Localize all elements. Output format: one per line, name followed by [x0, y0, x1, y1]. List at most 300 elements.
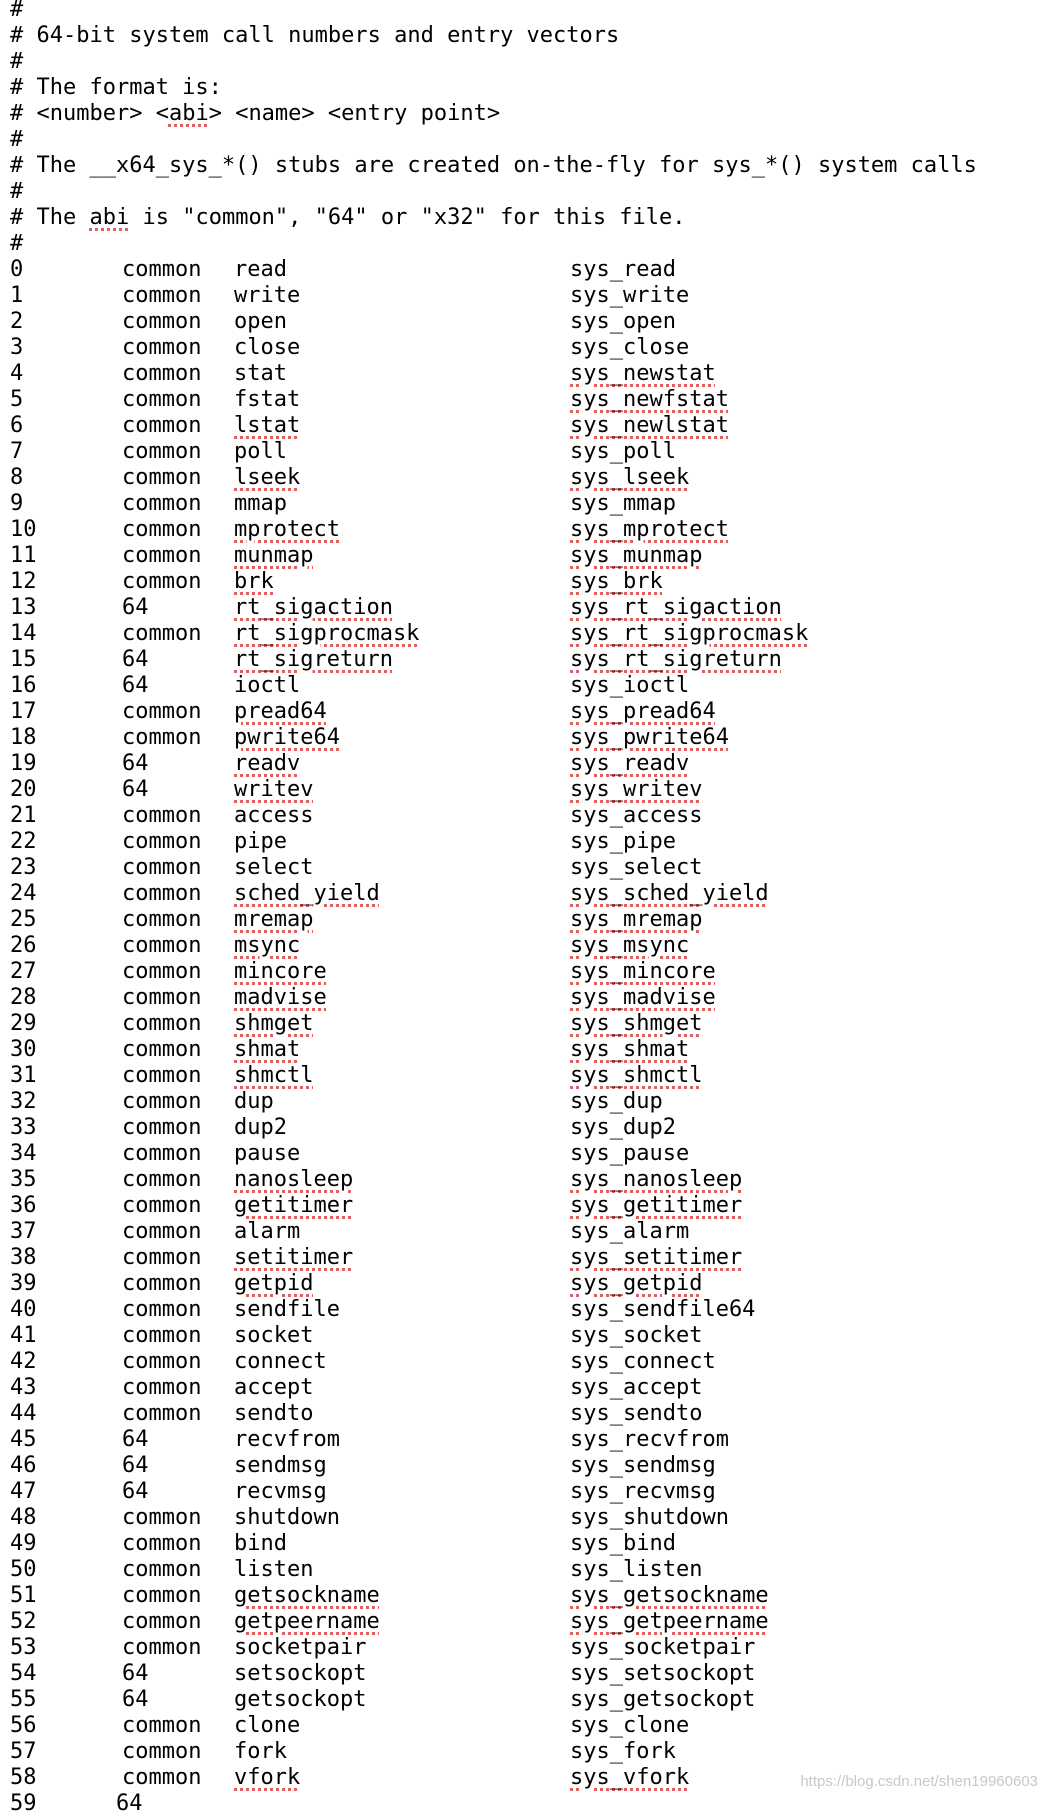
spellcheck-squiggle: abi: [168, 101, 209, 126]
syscall-entry-point: sys_madvise: [570, 985, 716, 1010]
syscall-number: 15: [10, 647, 37, 672]
syscall-entry-point: sys_mincore: [570, 959, 716, 984]
syscall-abi: common: [122, 881, 202, 906]
syscall-name: getsockname: [234, 1583, 380, 1608]
syscall-row: [0, 1687, 1046, 1713]
syscall-number: 28: [10, 985, 37, 1010]
syscall-row: [0, 1115, 1046, 1141]
syscall-abi: common: [122, 413, 202, 438]
syscall-number: 16: [10, 673, 37, 698]
syscall-row: [0, 1297, 1046, 1323]
syscall-entry-point: sys_socket: [570, 1323, 703, 1348]
syscall-abi: common: [122, 439, 202, 464]
syscall-name: stat: [234, 361, 287, 386]
syscall-name: bind: [234, 1531, 287, 1556]
syscall-name: socket: [234, 1323, 314, 1348]
syscall-name: sched_yield: [234, 881, 380, 906]
syscall-number: 27: [10, 959, 37, 984]
syscall-abi: common: [122, 1349, 202, 1374]
syscall-abi: common: [122, 1245, 202, 1270]
syscall-abi: common: [122, 985, 202, 1010]
syscall-row: [0, 517, 1046, 543]
syscall-row: [0, 257, 1046, 283]
syscall-row: [0, 1635, 1046, 1661]
syscall-abi: common: [122, 1505, 202, 1530]
syscall-number: 3: [10, 335, 24, 360]
syscall-entry-point: sys_sendto: [570, 1401, 703, 1426]
syscall-row: [0, 465, 1046, 491]
syscall-entry-point: sys_socketpair: [570, 1635, 756, 1660]
syscall-abi: common: [122, 1375, 202, 1400]
syscall-abi: common: [122, 387, 202, 412]
syscall-name: open: [234, 309, 287, 334]
syscall-name: pwrite64: [234, 725, 340, 750]
syscall-entry-point: sys_getsockopt: [570, 1687, 756, 1712]
syscall-row: [0, 699, 1046, 725]
syscall-abi: 64: [122, 595, 149, 620]
syscall-name: shmget: [234, 1011, 314, 1036]
syscall-row: [0, 569, 1046, 595]
syscall-abi: 64: [122, 777, 149, 802]
syscall-abi: 64: [122, 1661, 149, 1686]
syscall-name: rt_sigreturn: [234, 647, 393, 672]
syscall-number: 41: [10, 1323, 37, 1348]
syscall-number: 20: [10, 777, 37, 802]
syscall-entry-point: sys_ioctl: [570, 673, 690, 698]
syscall-name: connect: [234, 1349, 327, 1374]
syscall-row: [0, 725, 1046, 751]
partial-line: 59 64: [10, 1791, 143, 1816]
watermark: https://blog.csdn.net/shen19960603: [800, 1773, 1038, 1790]
syscall-number: 58: [10, 1765, 37, 1790]
syscall-abi: common: [122, 855, 202, 880]
syscall-number: 13: [10, 595, 37, 620]
syscall-entry-point: sys_vfork: [570, 1765, 690, 1790]
syscall-name: vfork: [234, 1765, 301, 1790]
syscall-entry-point: sys_shmctl: [570, 1063, 703, 1088]
syscall-name: dup: [234, 1089, 274, 1114]
syscall-abi: common: [122, 1609, 202, 1634]
syscall-name: write: [234, 283, 301, 308]
syscall-row: [0, 1141, 1046, 1167]
syscall-number: 47: [10, 1479, 37, 1504]
syscall-entry-point: sys_recvfrom: [570, 1427, 729, 1452]
syscall-row: [0, 1037, 1046, 1063]
syscall-row: [0, 1661, 1046, 1687]
syscall-number: 50: [10, 1557, 37, 1582]
syscall-entry-point: sys_connect: [570, 1349, 716, 1374]
syscall-row: [0, 829, 1046, 855]
syscall-abi: common: [122, 907, 202, 932]
syscall-number: 37: [10, 1219, 37, 1244]
syscall-entry-point: sys_mmap: [570, 491, 676, 516]
syscall-number: 57: [10, 1739, 37, 1764]
syscall-abi: common: [122, 621, 202, 646]
syscall-name: shmat: [234, 1037, 301, 1062]
syscall-abi: common: [122, 1115, 202, 1140]
syscall-number: 48: [10, 1505, 37, 1530]
syscall-name: pread64: [234, 699, 327, 724]
syscall-abi: 64: [122, 647, 149, 672]
comment-line: # The abi is "common", "64" or "x32" for this file.: [10, 205, 686, 230]
syscall-abi: common: [122, 309, 202, 334]
syscall-row: [0, 1323, 1046, 1349]
syscall-row: [0, 1245, 1046, 1271]
syscall-number: 7: [10, 439, 24, 464]
syscall-name: pipe: [234, 829, 287, 854]
syscall-number: 0: [10, 257, 24, 282]
syscall-name: getitimer: [234, 1193, 354, 1218]
syscall-entry-point: sys_mprotect: [570, 517, 729, 542]
syscall-name: mmap: [234, 491, 287, 516]
syscall-name: accept: [234, 1375, 314, 1400]
syscall-name: poll: [234, 439, 287, 464]
syscall-name: nanosleep: [234, 1167, 354, 1192]
syscall-entry-point: sys_write: [570, 283, 690, 308]
syscall-number: 19: [10, 751, 37, 776]
syscall-row: [0, 1375, 1046, 1401]
syscall-name: listen: [234, 1557, 314, 1582]
syscall-entry-point: sys_readv: [570, 751, 690, 776]
syscall-row: [0, 1063, 1046, 1089]
syscall-number: 29: [10, 1011, 37, 1036]
syscall-entry-point: sys_recvmsg: [570, 1479, 716, 1504]
syscall-number: 5: [10, 387, 24, 412]
syscall-entry-point: sys_listen: [570, 1557, 703, 1582]
syscall-abi: 64: [122, 1479, 149, 1504]
syscall-entry-point: sys_rt_sigprocmask: [570, 621, 809, 646]
syscall-entry-point: sys_alarm: [570, 1219, 690, 1244]
syscall-abi: common: [122, 465, 202, 490]
syscall-name: madvise: [234, 985, 327, 1010]
syscall-name: sendmsg: [234, 1453, 327, 1478]
syscall-name: sendto: [234, 1401, 314, 1426]
syscall-number: 53: [10, 1635, 37, 1660]
syscall-number: 45: [10, 1427, 37, 1452]
syscall-row: [0, 881, 1046, 907]
syscall-row: [0, 1583, 1046, 1609]
syscall-number: 1: [10, 283, 24, 308]
syscall-name: shmctl: [234, 1063, 314, 1088]
syscall-name: fork: [234, 1739, 287, 1764]
syscall-name: read: [234, 257, 287, 282]
syscall-abi: common: [122, 1141, 202, 1166]
syscall-row: [0, 1453, 1046, 1479]
syscall-row: [0, 595, 1046, 621]
syscall-abi: common: [122, 725, 202, 750]
syscall-name: alarm: [234, 1219, 301, 1244]
syscall-name: setitimer: [234, 1245, 354, 1270]
syscall-entry-point: sys_rt_sigreturn: [570, 647, 782, 672]
syscall-name: mincore: [234, 959, 327, 984]
syscall-entry-point: sys_getsockname: [570, 1583, 769, 1608]
comment-line: #: [10, 231, 24, 256]
syscall-row: [0, 309, 1046, 335]
syscall-abi: common: [122, 1739, 202, 1764]
syscall-name: recvmsg: [234, 1479, 327, 1504]
syscall-name: lseek: [234, 465, 301, 490]
syscall-number: 11: [10, 543, 37, 568]
syscall-abi: 64: [122, 673, 149, 698]
syscall-row: [0, 1167, 1046, 1193]
syscall-name: clone: [234, 1713, 301, 1738]
syscall-row: [0, 777, 1046, 803]
syscall-number: 33: [10, 1115, 37, 1140]
syscall-entry-point: sys_poll: [570, 439, 676, 464]
syscall-number: 54: [10, 1661, 37, 1686]
syscall-abi: common: [122, 699, 202, 724]
syscall-number: 10: [10, 517, 37, 542]
syscall-row: [0, 361, 1046, 387]
syscall-number: 24: [10, 881, 37, 906]
syscall-name: brk: [234, 569, 274, 594]
syscall-entry-point: sys_close: [570, 335, 690, 360]
syscall-entry-point: sys_access: [570, 803, 703, 828]
syscall-row: [0, 1219, 1046, 1245]
syscall-abi: common: [122, 1583, 202, 1608]
syscall-row: [0, 985, 1046, 1011]
syscall-entry-point: sys_setsockopt: [570, 1661, 756, 1686]
syscall-number: 42: [10, 1349, 37, 1374]
syscall-abi: common: [122, 803, 202, 828]
syscall-name: rt_sigaction: [234, 595, 393, 620]
syscall-name: close: [234, 335, 301, 360]
syscall-number: 14: [10, 621, 37, 646]
syscall-abi: common: [122, 1037, 202, 1062]
syscall-row: [0, 1609, 1046, 1635]
syscall-row: [0, 933, 1046, 959]
syscall-name: writev: [234, 777, 314, 802]
syscall-abi: 64: [122, 1687, 149, 1712]
syscall-name: msync: [234, 933, 301, 958]
syscall-number: 40: [10, 1297, 37, 1322]
comment-line: # <number> <abi> <name> <entry point>: [10, 101, 501, 126]
syscall-entry-point: sys_pread64: [570, 699, 716, 724]
syscall-number: 31: [10, 1063, 37, 1088]
syscall-name: readv: [234, 751, 301, 776]
syscall-number: 18: [10, 725, 37, 750]
syscall-entry-point: sys_newfstat: [570, 387, 729, 412]
syscall-row: [0, 1011, 1046, 1037]
syscall-name: shutdown: [234, 1505, 340, 1530]
syscall-number: 12: [10, 569, 37, 594]
syscall-entry-point: sys_open: [570, 309, 676, 334]
syscall-entry-point: sys_accept: [570, 1375, 703, 1400]
syscall-abi: common: [122, 829, 202, 854]
syscall-abi: common: [122, 335, 202, 360]
syscall-entry-point: sys_lseek: [570, 465, 690, 490]
syscall-number: 43: [10, 1375, 37, 1400]
syscall-entry-point: sys_writev: [570, 777, 703, 802]
syscall-abi: common: [122, 543, 202, 568]
syscall-number: 22: [10, 829, 37, 854]
syscall-abi: common: [122, 257, 202, 282]
syscall-abi: common: [122, 1271, 202, 1296]
syscall-entry-point: sys_nanosleep: [570, 1167, 743, 1192]
syscall-number: 49: [10, 1531, 37, 1556]
syscall-number: 52: [10, 1609, 37, 1634]
syscall-name: getpeername: [234, 1609, 380, 1634]
syscall-name: ioctl: [234, 673, 301, 698]
syscall-entry-point: sys_bind: [570, 1531, 676, 1556]
syscall-abi: common: [122, 1401, 202, 1426]
syscall-entry-point: sys_brk: [570, 569, 663, 594]
syscall-name: rt_sigprocmask: [234, 621, 420, 646]
syscall-entry-point: sys_read: [570, 257, 676, 282]
syscall-number: 35: [10, 1167, 37, 1192]
syscall-number: 51: [10, 1583, 37, 1608]
syscall-name: mremap: [234, 907, 314, 932]
syscall-row: [0, 1505, 1046, 1531]
syscall-row: [0, 907, 1046, 933]
syscall-name: setsockopt: [234, 1661, 367, 1686]
syscall-number: 34: [10, 1141, 37, 1166]
syscall-entry-point: sys_clone: [570, 1713, 690, 1738]
comment-line: #: [10, 0, 24, 22]
syscall-number: 46: [10, 1453, 37, 1478]
syscall-row: [0, 1193, 1046, 1219]
syscall-entry-point: sys_pipe: [570, 829, 676, 854]
syscall-name: socketpair: [234, 1635, 367, 1660]
syscall-entry-point: sys_newstat: [570, 361, 716, 386]
syscall-row: [0, 1427, 1046, 1453]
syscall-name: access: [234, 803, 314, 828]
syscall-entry-point: sys_shmget: [570, 1011, 703, 1036]
syscall-abi: common: [122, 491, 202, 516]
syscall-row: [0, 1349, 1046, 1375]
syscall-entry-point: sys_sched_yield: [570, 881, 769, 906]
syscall-row: [0, 413, 1046, 439]
syscall-number: 38: [10, 1245, 37, 1270]
syscall-number: 36: [10, 1193, 37, 1218]
syscall-abi: common: [122, 283, 202, 308]
syscall-row: [0, 855, 1046, 881]
syscall-entry-point: sys_dup2: [570, 1115, 676, 1140]
syscall-entry-point: sys_sendfile64: [570, 1297, 756, 1322]
syscall-name: sendfile: [234, 1297, 340, 1322]
syscall-name: pause: [234, 1141, 301, 1166]
syscall-abi: 64: [122, 751, 149, 776]
syscall-entry-point: sys_getpid: [570, 1271, 703, 1296]
syscall-entry-point: sys_rt_sigaction: [570, 595, 782, 620]
syscall-abi: 64: [122, 1427, 149, 1452]
syscall-name: recvfrom: [234, 1427, 340, 1452]
syscall-abi: common: [122, 1011, 202, 1036]
syscall-row: [0, 647, 1046, 673]
syscall-row: [0, 803, 1046, 829]
syscall-entry-point: sys_shmat: [570, 1037, 690, 1062]
spellcheck-squiggle: abi: [89, 205, 130, 230]
syscall-abi: common: [122, 1297, 202, 1322]
syscall-number: 23: [10, 855, 37, 880]
syscall-number: 4: [10, 361, 24, 386]
syscall-abi: common: [122, 1219, 202, 1244]
syscall-abi: common: [122, 1089, 202, 1114]
syscall-row: [0, 335, 1046, 361]
syscall-number: 17: [10, 699, 37, 724]
syscall-row: [0, 673, 1046, 699]
syscall-row: [0, 491, 1046, 517]
syscall-number: 39: [10, 1271, 37, 1296]
syscall-abi: 64: [122, 1453, 149, 1478]
syscall-entry-point: sys_getitimer: [570, 1193, 743, 1218]
syscall-name: select: [234, 855, 314, 880]
syscall-abi: common: [122, 1557, 202, 1582]
syscall-abi: common: [122, 1765, 202, 1790]
syscall-number: 8: [10, 465, 24, 490]
syscall-row: [0, 439, 1046, 465]
syscall-row: [0, 1271, 1046, 1297]
syscall-abi: common: [122, 1193, 202, 1218]
syscall-row: [0, 543, 1046, 569]
syscall-number: 2: [10, 309, 24, 334]
syscall-row: [0, 1557, 1046, 1583]
syscall-name: getsockopt: [234, 1687, 367, 1712]
syscall-number: 44: [10, 1401, 37, 1426]
syscall-abi: common: [122, 361, 202, 386]
syscall-row: [0, 387, 1046, 413]
syscall-row: [0, 1089, 1046, 1115]
comment-line: # The __x64_sys_*() stubs are created on-the-fly for sys_*() system calls: [10, 153, 977, 178]
syscall-row: [0, 1739, 1046, 1765]
syscall-entry-point: sys_setitimer: [570, 1245, 743, 1270]
syscall-entry-point: sys_newlstat: [570, 413, 729, 438]
syscall-abi: common: [122, 1323, 202, 1348]
syscall-name: fstat: [234, 387, 301, 412]
syscall-abi: common: [122, 933, 202, 958]
syscall-entry-point: sys_pause: [570, 1141, 690, 1166]
syscall-name: dup2: [234, 1115, 287, 1140]
comment-line: #: [10, 49, 24, 74]
syscall-row: [0, 751, 1046, 777]
syscall-entry-point: sys_shutdown: [570, 1505, 729, 1530]
syscall-row: [0, 283, 1046, 309]
syscall-entry-point: sys_getpeername: [570, 1609, 769, 1634]
syscall-row: [0, 621, 1046, 647]
syscall-abi: common: [122, 1063, 202, 1088]
syscall-entry-point: sys_msync: [570, 933, 690, 958]
syscall-entry-point: sys_fork: [570, 1739, 676, 1764]
syscall-number: 25: [10, 907, 37, 932]
syscall-number: 26: [10, 933, 37, 958]
syscall-abi: common: [122, 1635, 202, 1660]
syscall-number: 56: [10, 1713, 37, 1738]
syscall-row: [0, 1479, 1046, 1505]
syscall-row: [0, 1531, 1046, 1557]
syscall-entry-point: sys_dup: [570, 1089, 663, 1114]
syscall-number: 21: [10, 803, 37, 828]
syscall-name: lstat: [234, 413, 301, 438]
syscall-entry-point: sys_sendmsg: [570, 1453, 716, 1478]
syscall-name: mprotect: [234, 517, 340, 542]
syscall-row: [0, 959, 1046, 985]
syscall-row: [0, 1401, 1046, 1427]
comment-line: # 64-bit system call numbers and entry vectors: [10, 23, 620, 48]
syscall-number: 55: [10, 1687, 37, 1712]
syscall-name: getpid: [234, 1271, 314, 1296]
comment-line: #: [10, 127, 24, 152]
syscall-entry-point: sys_select: [570, 855, 703, 880]
syscall-abi: common: [122, 959, 202, 984]
syscall-abi: common: [122, 517, 202, 542]
syscall-abi: common: [122, 1531, 202, 1556]
comment-line: #: [10, 179, 24, 204]
syscall-number: 6: [10, 413, 24, 438]
syscall-abi: common: [122, 1167, 202, 1192]
syscall-abi: common: [122, 1713, 202, 1738]
syscall-name: munmap: [234, 543, 314, 568]
syscall-entry-point: sys_munmap: [570, 543, 703, 568]
